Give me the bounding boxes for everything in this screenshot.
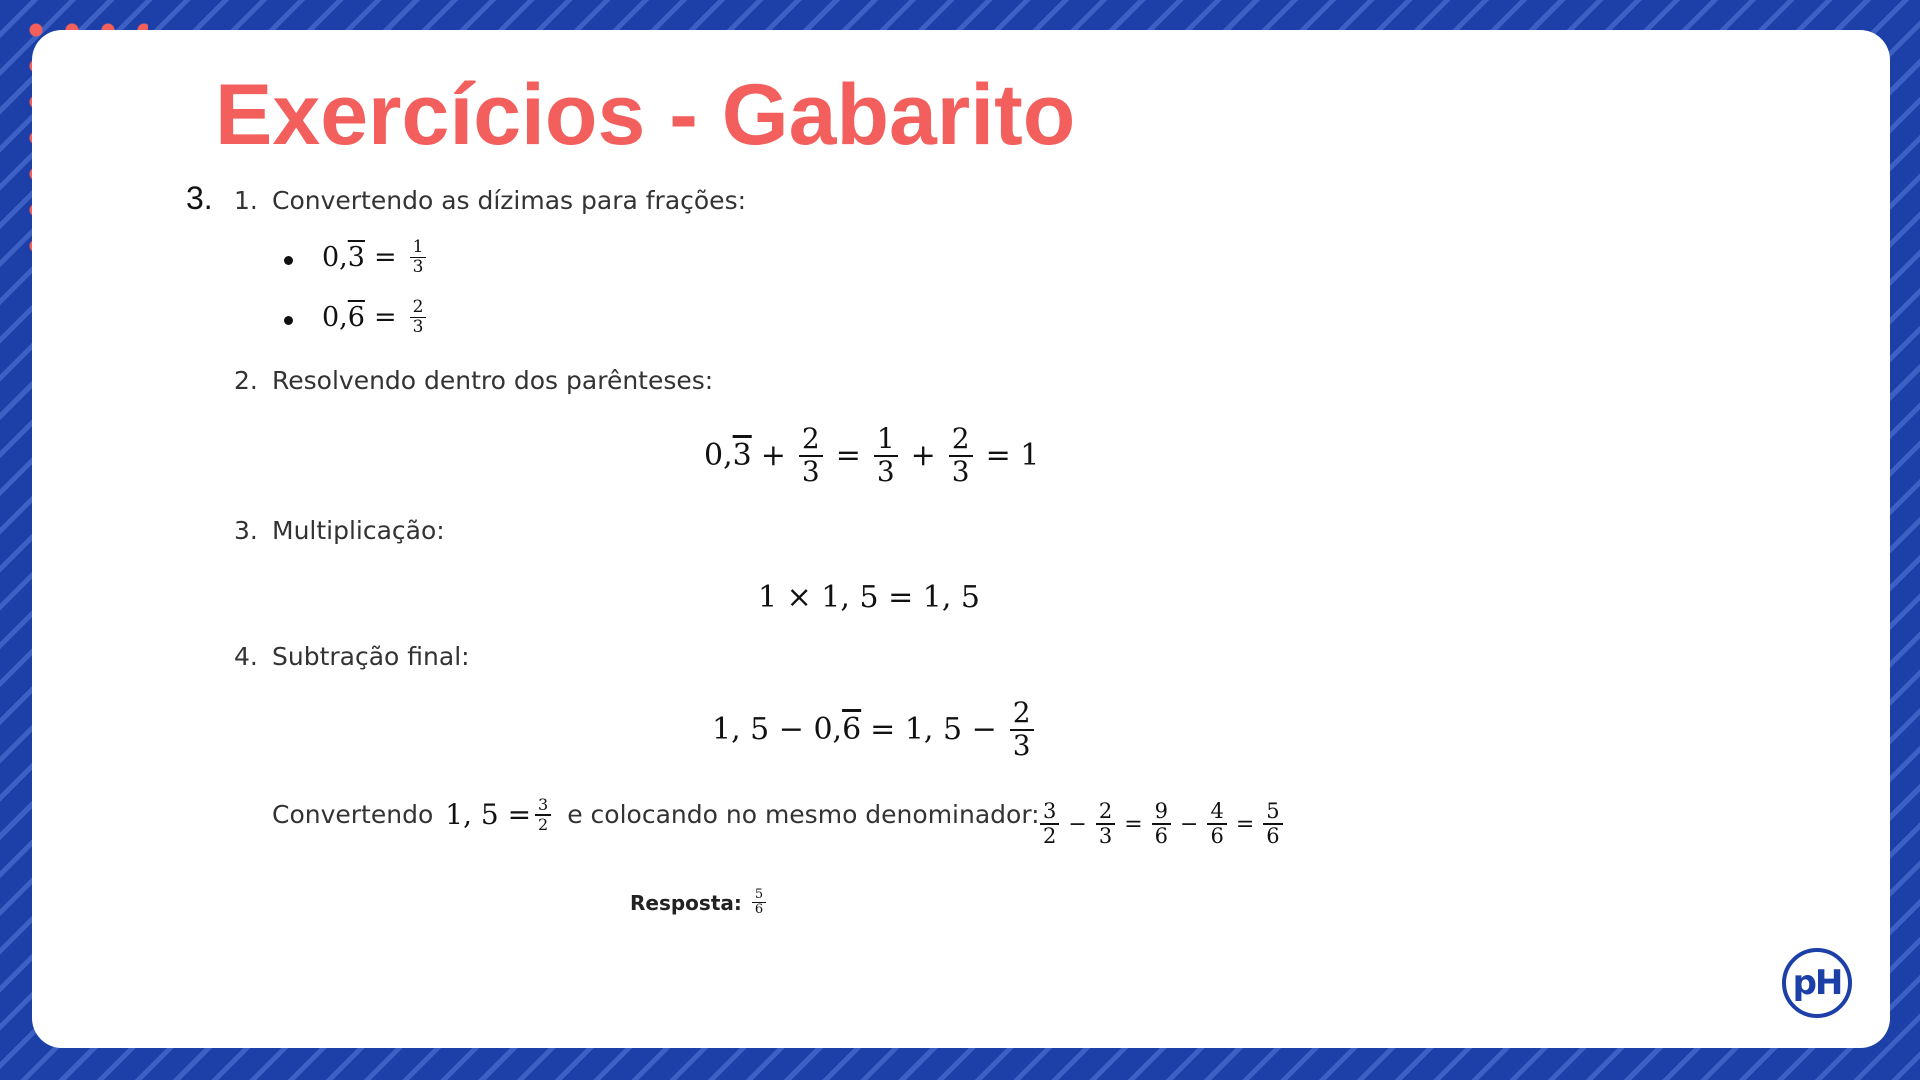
denominator: 3 (801, 454, 820, 488)
numerator: 9 (1152, 800, 1171, 825)
denominator: 6 (1266, 824, 1280, 849)
repeating-digit: 3 (347, 241, 365, 273)
numerator: 5 (752, 888, 766, 903)
conversion-expression: 1, 5 = (445, 798, 532, 832)
denominator: 3 (412, 316, 424, 337)
numerator: 2 (1010, 698, 1034, 731)
repeating-digit: 3 (732, 438, 752, 474)
multiplication-expression: 1 × 1, 5 = 1, 5 (758, 580, 980, 615)
bullet-dot (284, 256, 293, 265)
subtraction-left: 1, 5 − 0, (712, 712, 843, 748)
fraction (874, 424, 898, 488)
repeating-digit: 6 (842, 712, 862, 748)
numerator: 2 (410, 298, 427, 318)
question-number: 3. (186, 180, 213, 216)
fraction (1207, 800, 1226, 848)
equals-sign: = (373, 241, 397, 273)
answer (630, 888, 770, 918)
equals-sign: = (373, 301, 397, 333)
minus-sign: − (1180, 811, 1199, 837)
denominator: 6 (754, 902, 764, 918)
fraction (799, 424, 823, 488)
repeating-digit: 6 (347, 301, 365, 333)
denominator: 3 (1098, 824, 1113, 849)
answer-fraction (752, 888, 766, 918)
fraction (949, 424, 973, 488)
minus-sign: − (1068, 811, 1087, 837)
step-3-number: 3. (234, 516, 258, 545)
plus-sign: + (910, 438, 936, 474)
fraction (410, 298, 427, 336)
multiplication-equation (758, 580, 980, 615)
step-4-label: Subtração final: (272, 642, 470, 671)
conversion-line (272, 796, 1040, 833)
denominator: 6 (1210, 824, 1224, 849)
fraction (1010, 698, 1034, 762)
subtraction-right: = 1, 5 − (870, 712, 997, 748)
denominator: 3 (876, 454, 895, 488)
equals-sign: = (1235, 811, 1255, 837)
numerator: 2 (799, 424, 823, 457)
conversion-math (445, 796, 555, 833)
numerator: 4 (1207, 800, 1226, 825)
step-2-label: Resolvendo dentro dos parênteses: (272, 366, 714, 395)
numerator: 2 (949, 424, 973, 457)
step-4-number: 4. (234, 642, 258, 671)
bullet-1-equation (322, 238, 430, 276)
page-title: Exercícios - Gabarito (215, 67, 1076, 163)
step-3-label: Multiplicação: (272, 516, 445, 545)
bullet-dot (284, 316, 293, 325)
denominator: 3 (951, 454, 970, 488)
fraction (1263, 800, 1282, 848)
step-1-label: Convertendo as dízimas para frações: (272, 186, 747, 215)
denominator: 2 (538, 814, 549, 834)
fraction (1096, 800, 1115, 848)
ph-logo: pH (1782, 948, 1852, 1018)
equals-sign: = (835, 438, 861, 474)
conversion-prefix: Convertendo (272, 800, 434, 830)
fraction (410, 238, 427, 276)
numerator: 3 (1040, 800, 1059, 825)
numerator: 3 (535, 796, 551, 816)
denominator: 3 (412, 256, 424, 277)
decimal-int: 0, (322, 241, 348, 273)
conversion-suffix: e colocando no mesmo denominador: (567, 800, 1040, 830)
numerator: 1 (874, 424, 898, 457)
numerator: 2 (1096, 800, 1115, 825)
bullet-2-equation (322, 298, 430, 336)
fraction (535, 796, 551, 833)
fraction (1152, 800, 1171, 848)
answer-label: Resposta: (630, 890, 742, 915)
decimal-int: 0, (322, 301, 348, 333)
plus-sign: + (760, 438, 786, 474)
denominator: 6 (1154, 824, 1168, 849)
common-denominator-equation (1036, 800, 1287, 848)
numerator: 5 (1263, 800, 1282, 825)
denominator: 2 (1043, 824, 1057, 849)
denominator: 3 (1012, 728, 1031, 762)
parentheses-equation (704, 424, 1048, 488)
step-1-number: 1. (234, 186, 258, 215)
fraction (1040, 800, 1059, 848)
decimal-int: 0, (704, 438, 733, 474)
equals-sign: = (1124, 811, 1143, 837)
numerator: 1 (410, 238, 427, 258)
equals-result: = 1 (985, 438, 1040, 474)
subtraction-equation (712, 698, 1038, 762)
step-2-number: 2. (234, 366, 258, 395)
